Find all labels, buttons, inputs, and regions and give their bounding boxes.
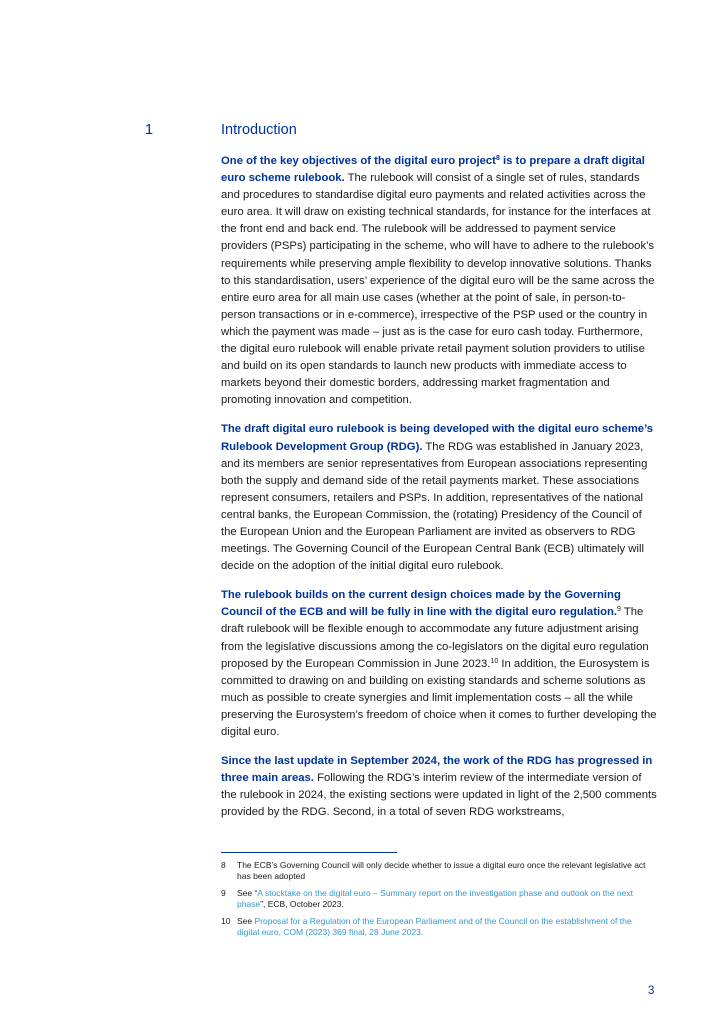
- paragraph-4: [221, 753, 657, 821]
- paragraph-4-lead: Since the last update in September 2024, the work of the RDG has progressed in three main areas.: [221, 755, 653, 785]
- footnote-text: The ECB’s Governing Council will only decide whether to issue a digital euro once the relevant legislative act has been adopted: [237, 860, 646, 881]
- footnote-10: [221, 916, 651, 938]
- paragraph-1-text: The rulebook will consist of a single set of rules, standards and procedures to standardise digital euro payments and related activities across the euro area. It will draw on existing technical standards, for instance for the interfaces at the front end and back end. The rulebook will be addressed to payment service providers (PSPs) participating in the scheme, who will have to adhere to the rulebook’s requirements while preserving ample flexibility to develop innovative solutions. Thanks to this standardisation, users’ experience of the digital euro will be the same across the entire euro area for all main use cases (whether at the point of sale, in person-to-person transactions or in e-commerce), irrespective of the PSP used or the country in which the payment was made – just as is the case for euro cash today. Furthermore, the digital euro rulebook will enable private retail payment solution providers to utilise and build on its open standards to launch new products with immediate access to markets beyond their domestic borders, addressing market fragmentation and promoting innovation and competition.: [221, 172, 655, 407]
- paragraph-2-text: The RDG was established in January 2023, and its members are senior representatives from European associations representing both the supply and demand side of the retail payments market. These associations represent consumers, retailers and PSPs. In addition, representatives of the national central banks, the European Commission, the (rotating) Presidency of the Council of the European Union and the European Parliament are invited as observers to RDG meetings. The Governing Council of the European Central Bank (ECB) ultimately will decide on the adoption of the initial digital euro rulebook.: [221, 440, 648, 573]
- footnote-number: 9: [221, 888, 226, 898]
- paragraph-2: [221, 421, 657, 575]
- paragraph-3-text-1: The draft rulebook will be flexible enough to accommodate any future adjustment arising from the legislative discussions among the co-legislators on the digital euro regulation proposed by the European Commission in June 2023.: [221, 606, 649, 670]
- footnote-ref-9[interactable]: 9: [617, 606, 621, 614]
- paragraph-4-text: Following the RDG’s interim review of the intermediate version of the rulebook in 2024, the existing sections were updated in light of the 2,500 comments provided by the RDG. Second, in a total of seven RDG workstreams,: [221, 772, 657, 819]
- body-text: [221, 153, 657, 833]
- footnote-suffix: ”, ECB, October 2023.: [260, 899, 344, 909]
- footnote-text: [237, 916, 651, 938]
- footnote-8: [221, 860, 651, 882]
- footnote-ref-8[interactable]: 8: [495, 155, 500, 162]
- paragraph-1: [221, 153, 657, 409]
- footnote-prefix: See “: [237, 888, 258, 898]
- paragraph-3-text-2: In addition, the Eurosystem is committed to drawing on and building on existing standards and scheme solutions as much as possible to create synergies and limit implementation costs – all the while preserving the Eurosystem’s freedom of choice when it comes to further developing the digital euro.: [221, 657, 657, 738]
- regulation-proposal-link[interactable]: Proposal for a Regulation of the European Parliament and of the Council on the establishment of the digital euro, COM (2023) 369 final, 28 June 2023.: [237, 916, 632, 937]
- footnote-number: 8: [221, 860, 226, 870]
- paragraph-2-lead: The draft digital euro rulebook is being developed with the digital euro scheme’s Rulebook Development Group (RDG).: [221, 423, 654, 453]
- footnote-9: [221, 888, 651, 910]
- footnote-text: [237, 888, 651, 910]
- section-title: Introduction: [221, 122, 297, 138]
- paragraph-3: [221, 587, 657, 741]
- paragraph-3-lead: The rulebook builds on the current design choices made by the Governing Council of the ECB and will be fully in line with the digital euro regulation.: [221, 589, 621, 619]
- footnote-number: 10: [221, 916, 231, 926]
- paragraph-1-lead-end: is to prepare a draft digital euro scheme rulebook.: [221, 155, 645, 185]
- stocktake-report-link[interactable]: A stocktake on the digital euro – Summary report on the investigation phase and outlook on the next phase: [237, 888, 633, 909]
- footnotes: [221, 860, 651, 944]
- paragraph-1-lead-start: One of the key objectives of the digital euro project: [221, 155, 496, 167]
- section-number: 1: [145, 122, 154, 138]
- footnote-prefix: See: [237, 916, 255, 926]
- footnote-divider: [221, 852, 397, 853]
- footnote-ref-10[interactable]: 10: [490, 657, 499, 665]
- page-number: 3: [648, 985, 655, 997]
